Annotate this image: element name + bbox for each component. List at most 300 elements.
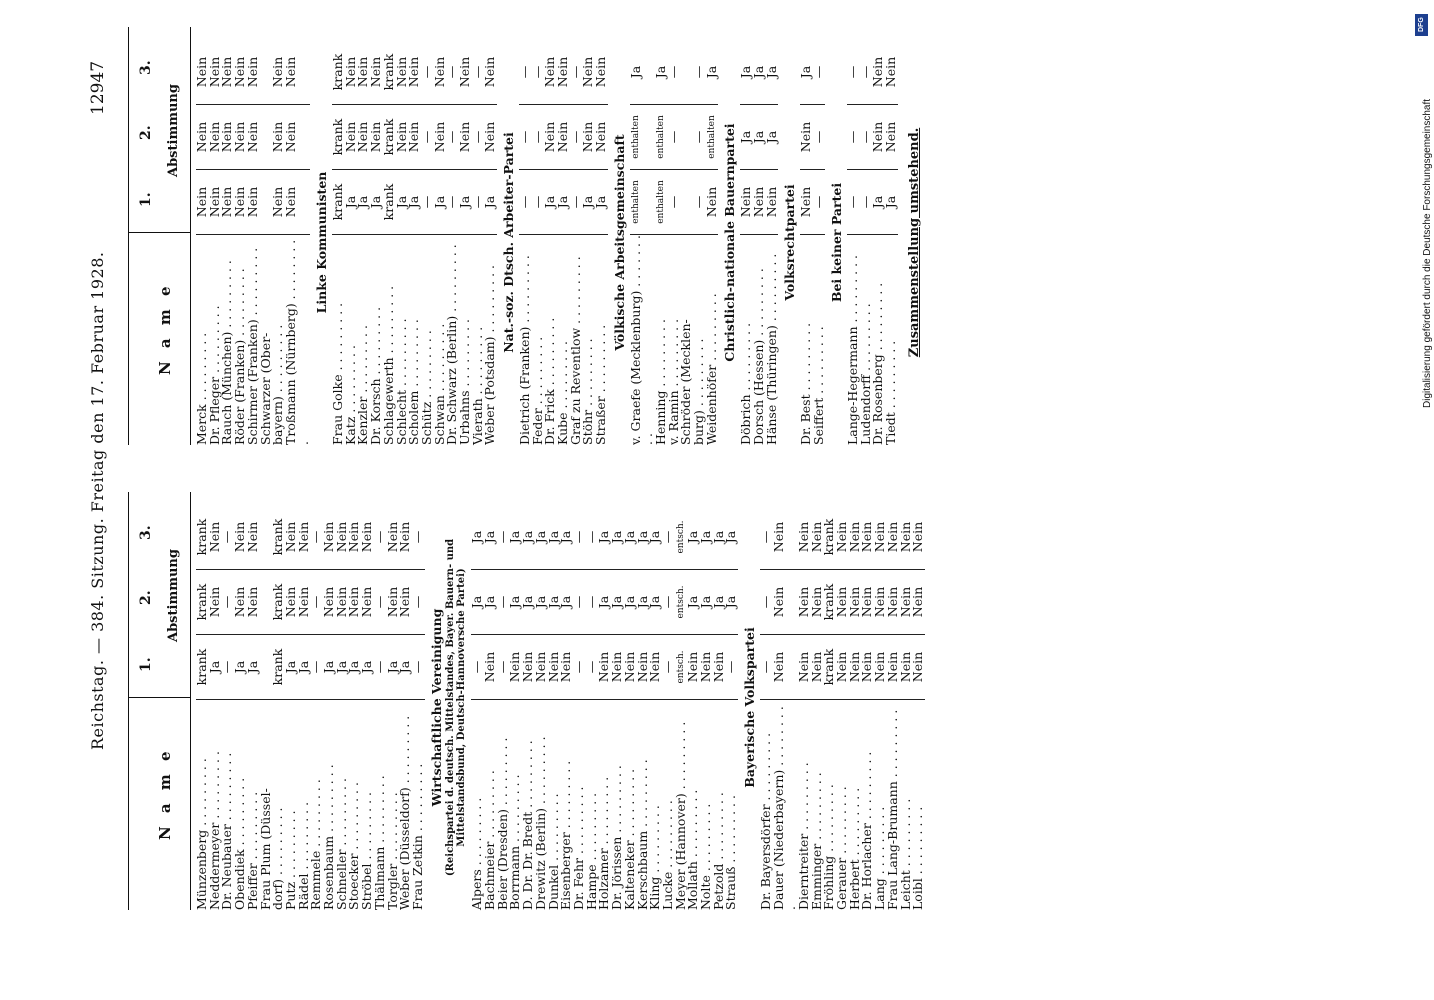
member-name: Dunkel . . . . . . . . . <box>545 793 561 910</box>
vote-2-cell: Nein <box>247 105 260 170</box>
vote-3-cell: — <box>570 40 583 105</box>
member-name: Hampe . . . . . . . . . <box>583 792 599 910</box>
member-name: Schütz . . . . . . . . . <box>418 330 434 445</box>
vote1-header: 1. <box>138 657 154 672</box>
vote-2-cell: Nein <box>345 105 358 170</box>
table-row <box>285 40 310 445</box>
vote-1-cell: Ja <box>209 635 222 700</box>
vote-2-cell: Nein <box>370 105 383 170</box>
vote-1-cell: Ja <box>387 635 400 700</box>
vote-3-cell: Nein <box>900 505 913 570</box>
vote-1-cell: Ja <box>434 170 447 235</box>
member-name: Henning . . . . . . . . . <box>652 319 668 445</box>
vote-2-cell: — <box>532 105 545 170</box>
vote-2-cell: Ja <box>740 105 753 170</box>
vote-1-cell: — <box>497 635 510 700</box>
vote-3-cell: Nein <box>348 505 361 570</box>
table-row <box>813 40 826 445</box>
vote-3-cell: Nein <box>221 40 234 105</box>
member-name: Kalteneker . . . . . . . . . <box>621 768 637 910</box>
vote-1-cell: Ja <box>408 170 421 235</box>
vote-2-cell: Nein <box>408 105 421 170</box>
vote-2-cell: Nein <box>484 105 497 170</box>
vote-1-cell: Ja <box>544 170 557 235</box>
digitization-note: Digitalisierung gefördert durch die Deutsche Forschungsgemeinschaft <box>1422 98 1433 408</box>
member-name: Ströbel . . . . . . . . . <box>359 791 375 910</box>
vote-1-cell: Nein <box>535 635 548 700</box>
member-name: Lange-Hegermann . . . . . . . . . <box>845 254 861 445</box>
member-name: Herbert . . . . . . . . . <box>846 787 862 910</box>
vote-3-cell: — <box>446 40 459 105</box>
vote-1-cell: — <box>310 635 323 700</box>
vote-2-cell: — <box>497 570 510 635</box>
vote-2-cell: Nein <box>434 105 447 170</box>
member-name: Röder (Franken) . . . . . . . . . <box>232 268 248 445</box>
vote-3-cell: Ja <box>535 505 548 570</box>
vote-3-cell: Nein <box>345 40 358 105</box>
vote-3-cell: Nein <box>399 505 412 570</box>
vote-2-cell: Nein <box>544 105 557 170</box>
member-name: Mollath . . . . . . . . . <box>685 789 701 910</box>
vote-2-cell: Nein <box>887 570 900 635</box>
member-name: Lang . . . . . . . . . <box>872 806 888 910</box>
vote-2-cell: — <box>472 105 485 170</box>
table-row <box>725 505 738 910</box>
member-name: Kerschbaum . . . . . . . . . <box>634 759 650 910</box>
member-name: Schlagewerth . . . . . . . . . <box>380 285 396 445</box>
right-vote-table <box>196 40 922 445</box>
vote-1-cell: Ja <box>345 170 358 235</box>
vote-3-cell: Ja <box>611 505 624 570</box>
table-row <box>484 40 497 445</box>
vote-2-cell: enthalten <box>655 105 668 170</box>
vote-2-cell: Nein <box>361 570 374 635</box>
vote-2-cell: Nein <box>836 570 849 635</box>
vote-1-cell: Nein <box>798 635 811 700</box>
vote-3-cell: Ja <box>630 40 655 105</box>
vote-1-cell: Nein <box>509 635 522 700</box>
vote-1-cell: — <box>813 170 826 235</box>
vote-1-cell: Ja <box>582 170 595 235</box>
vote-1-cell: Nein <box>713 635 726 700</box>
vote-1-cell: — <box>446 170 459 235</box>
member-name: Bachmeier . . . . . . . . . <box>482 770 498 910</box>
member-name: Strauß . . . . . . . . . <box>723 795 739 910</box>
vote2-header: 2. <box>138 590 154 605</box>
vote-2-cell: — <box>668 105 681 170</box>
member-name: Dierntreiter . . . . . . . . . <box>795 762 811 910</box>
vote-3-cell: Nein <box>773 505 798 570</box>
vote-1-cell: Ja <box>484 170 497 235</box>
vote-1-cell: Nein <box>753 170 766 235</box>
vote-3-cell: Ja <box>753 40 766 105</box>
vote-3-cell: Nein <box>872 40 885 105</box>
member-name: Nolte . . . . . . . . . <box>698 803 714 910</box>
party-subtitle-row <box>446 505 471 910</box>
vote-2-cell: Nein <box>874 570 887 635</box>
member-name: Kling . . . . . . . . . <box>647 805 663 910</box>
vote-3-cell: — <box>760 505 773 570</box>
vote-1-cell: — <box>668 170 681 235</box>
member-name: Frau Golke . . . . . . . . . <box>330 302 346 445</box>
vote-3-cell: Nein <box>912 505 925 570</box>
vote-2-cell: — <box>760 570 773 635</box>
vote-2-cell: Nein <box>459 105 472 170</box>
vote-1-cell: enthalten <box>655 170 668 235</box>
member-name: Dr. Fehr . . . . . . . . . <box>570 786 586 910</box>
vote-3-cell: Nein <box>595 40 608 105</box>
vote-2-cell: Ja <box>560 570 573 635</box>
vote-1-cell: Ja <box>298 635 311 700</box>
vote-2-cell: Nein <box>399 570 412 635</box>
party-heading-row <box>310 40 332 445</box>
member-name: Frau Lang-Brumann . . . . . . . . . <box>884 709 900 910</box>
vote-2-cell: Nein <box>912 570 925 635</box>
member-name: Rädel . . . . . . . . . <box>295 801 311 910</box>
vote-3-cell: — <box>860 40 873 105</box>
vote-2-cell: — <box>860 105 873 170</box>
vote-1-cell: — <box>760 635 773 700</box>
vote-2-cell: Nein <box>872 105 885 170</box>
vote-2-cell: krank <box>823 570 836 635</box>
vote-3-cell: — <box>519 40 532 105</box>
vote-2-cell: Ja <box>700 570 713 635</box>
vote-3-cell: Nein <box>811 505 824 570</box>
vote-1-cell: Nein <box>484 635 497 700</box>
member-name: Vierath . . . . . . . . . <box>469 326 485 445</box>
member-name: Emminger . . . . . . . . . <box>808 772 824 910</box>
member-name: Frau Zetkin . . . . . . . . . <box>409 763 425 910</box>
vote-1-cell: Nein <box>234 170 247 235</box>
party-heading: Nat.-soz. Dtsch. Arbeiter-Partei <box>501 132 517 353</box>
vote-2-cell: Ja <box>611 570 624 635</box>
vote-1-cell: Nein <box>861 635 874 700</box>
vote-3-cell: Nein <box>484 40 497 105</box>
vote-3-cell: Ja <box>725 505 738 570</box>
member-name: Rauch (München) . . . . . . . . . <box>219 260 235 445</box>
vote-3-cell: Nein <box>234 40 247 105</box>
vote-3-cell: Ja <box>548 505 561 570</box>
vote-2-cell: Nein <box>849 570 862 635</box>
running-title: Reichstag. — 384. Sitzung. Freitag den 17. Februar 1928. <box>88 251 107 750</box>
vote-3-cell: — <box>532 40 545 105</box>
member-name: Schirmer (Franken) . . . . . . . . . <box>244 247 260 445</box>
vote-1-cell: — <box>532 170 545 235</box>
vote-1-cell: krank <box>196 635 209 700</box>
vote-2-cell: Nein <box>285 570 298 635</box>
vote-3-cell: Nein <box>396 40 409 105</box>
vote-2-cell: Ja <box>624 570 637 635</box>
party-subtitle: (Reichspartei d. deutsch. Mittelstandes, Bayer. Bauern- und Mittelstandsbund, Deutsch-Hannoversche Partei) <box>445 538 467 877</box>
member-name: Troßmann (Nürnberg) . . . . . . . . . <box>282 239 311 445</box>
vote-3-cell: Nein <box>408 40 421 105</box>
vote-1-cell: Ja <box>357 170 370 235</box>
vote-2-cell: — <box>421 105 434 170</box>
vote-1-cell: Nein <box>247 170 260 235</box>
vote-1-cell: Ja <box>459 170 472 235</box>
member-name: Leicht . . . . . . . . . <box>897 798 913 910</box>
vote-3-cell: Ja <box>471 505 484 570</box>
vote-2-cell: Nein <box>209 570 222 635</box>
dfg-logo: DFG <box>1415 14 1428 36</box>
vote-3-cell: Nein <box>323 505 336 570</box>
vote-3-cell: Ja <box>655 40 668 105</box>
vote-2-cell: krank <box>332 105 345 170</box>
vote-3-cell: — <box>573 505 586 570</box>
vote-1-cell: Nein <box>836 635 849 700</box>
vote-3-cell: Nein <box>298 505 311 570</box>
abstimmung-header: Abstimmung <box>166 549 181 642</box>
header-top-rule-right <box>128 27 129 445</box>
member-name: Münzenberg . . . . . . . . . <box>194 758 209 910</box>
vote-3-cell: Nein <box>887 505 900 570</box>
vote-3-cell: Nein <box>849 505 862 570</box>
vote-1-cell: Ja <box>336 635 349 700</box>
vote-2-cell: — <box>412 570 425 635</box>
vote-2-cell: Ja <box>637 570 650 635</box>
vote-1-cell: Nein <box>900 635 913 700</box>
vote-3-cell: Nein <box>272 40 285 105</box>
vote-2-cell: Nein <box>336 570 349 635</box>
vote-3-cell: Ja <box>713 505 726 570</box>
vote-2-cell: Ja <box>509 570 522 635</box>
member-name: Merck . . . . . . . . . <box>194 332 209 445</box>
vote-2-cell: Ja <box>548 570 561 635</box>
member-name: Ludendorff . . . . . . . . . <box>857 303 873 445</box>
vote-2-cell: Nein <box>285 105 310 170</box>
vote-3-cell: Ja <box>624 505 637 570</box>
member-name: Dr. Korsch . . . . . . . . . <box>368 306 384 445</box>
vote-1-cell: Ja <box>399 635 412 700</box>
vote-2-cell: entsch. <box>675 570 688 635</box>
vote-1-cell: Nein <box>598 635 611 700</box>
vote-2-cell: Nein <box>557 105 570 170</box>
party-heading: Wirtschaftliche Vereinigung <box>428 608 444 807</box>
vote-2-cell: Nein <box>387 570 400 635</box>
abstimmung-header-right: Abstimmung <box>166 84 181 177</box>
member-name: Katz . . . . . . . . . <box>342 345 358 445</box>
vote-1-cell: Nein <box>687 635 700 700</box>
vote-1-cell: — <box>412 635 425 700</box>
vote-1-cell: Ja <box>247 635 260 700</box>
member-name: Dietrich (Franken) . . . . . . . . . <box>516 255 532 445</box>
member-name: Dr. Schwarz (Berlin) . . . . . . . . . <box>444 244 460 445</box>
member-name: Dr. Frick . . . . . . . . . <box>542 317 558 445</box>
vote-1-cell: krank <box>332 170 345 235</box>
party-heading-row <box>825 40 847 445</box>
member-name: bayern) . . . . . . . . . <box>270 324 286 445</box>
vote-3-cell: Nein <box>336 505 349 570</box>
table-row <box>885 40 898 445</box>
vote-3-cell: entsch. <box>675 505 688 570</box>
vote-1-cell: — <box>519 170 532 235</box>
member-name: Dauer (Niederbayern) . . . . . . . . . <box>770 706 799 910</box>
member-name: Drewitz (Berlin) . . . . . . . . . <box>532 736 548 910</box>
vote-1-cell: Nein <box>849 635 862 700</box>
vote-2-cell: — <box>813 105 826 170</box>
member-name: Thälmann . . . . . . . . . <box>371 775 387 910</box>
vote-1-cell: Nein <box>800 170 813 235</box>
vote-3-cell: Nein <box>387 505 400 570</box>
vote-3-cell: Nein <box>196 40 209 105</box>
party-heading: Christlich-nationale Bauernpartei <box>722 123 738 362</box>
vote-2-cell: Nein <box>900 570 913 635</box>
vote-2-cell: — <box>519 105 532 170</box>
vote-2-cell: Ja <box>484 570 497 635</box>
table-row <box>766 40 779 445</box>
vote-3-cell: Nein <box>582 40 595 105</box>
member-name: Kenzler . . . . . . . . . <box>355 325 371 445</box>
vote3-header-right: 3. <box>138 60 154 75</box>
vote-2-cell: Nein <box>773 570 798 635</box>
table-row <box>706 40 719 445</box>
vote-3-cell: Ja <box>687 505 700 570</box>
member-name: Stöhr . . . . . . . . . <box>580 338 596 445</box>
party-heading: Bei keiner Partei <box>829 182 845 303</box>
vote-3-cell: — <box>374 505 387 570</box>
vote-3-cell: Nein <box>357 40 370 105</box>
vote-3-cell: krank <box>272 505 285 570</box>
vote-3-cell: Ja <box>484 505 497 570</box>
vote-2-cell: Nein <box>885 105 898 170</box>
vote-2-cell: — <box>374 570 387 635</box>
table-row <box>630 40 655 445</box>
vote-3-cell: krank <box>332 40 345 105</box>
vote-1-cell: Nein <box>811 635 824 700</box>
member-name: Seiffert . . . . . . . . . <box>810 326 826 445</box>
vote-2-cell: — <box>573 570 586 635</box>
vote-3-cell: Ja <box>509 505 522 570</box>
member-name: Frau Plum (Düssel- <box>257 788 273 910</box>
vote-1-cell: — <box>573 635 586 700</box>
member-name: Tiedt . . . . . . . . . <box>883 340 899 445</box>
vote-1-cell: entsch. <box>675 635 688 700</box>
vote-1-cell: Ja <box>557 170 570 235</box>
member-name: dorf) . . . . . . . . . <box>270 807 286 910</box>
vote3-header: 3. <box>138 525 154 540</box>
vote-3-cell: Ja <box>598 505 611 570</box>
party-heading-row <box>608 40 630 445</box>
vote-1-cell: — <box>725 635 738 700</box>
vote-3-cell: — <box>412 505 425 570</box>
member-name: Remmele . . . . . . . . . <box>308 779 324 910</box>
party-heading: Volksrechtpartei <box>782 184 798 301</box>
vote-2-cell: Nein <box>357 105 370 170</box>
vote-3-cell: — <box>497 505 510 570</box>
vote-3-cell: Nein <box>234 505 247 570</box>
member-name: Graf zu Reventlow . . . . . . . . . <box>567 256 583 445</box>
vote-2-cell: Nein <box>298 570 311 635</box>
member-name: Dr. Bayersdörfer . . . . . . . . . <box>757 732 773 910</box>
vote-3-cell: Ja <box>522 505 535 570</box>
table-row <box>773 505 798 910</box>
member-name: Neddermeyer . . . . . . . . . <box>206 751 222 910</box>
party-heading-row <box>718 40 740 445</box>
vote-1-cell: Nein <box>209 170 222 235</box>
vote-2-cell: — <box>586 570 599 635</box>
vote-2-cell: Nein <box>247 570 260 635</box>
member-name: Dr. Horlacher . . . . . . . . . <box>859 751 875 910</box>
member-name: burg) . . . . . . . . . <box>691 338 707 445</box>
vote-3-cell: — <box>421 40 434 105</box>
vote-1-cell: Nein <box>611 635 624 700</box>
vote-3-cell: Nein <box>798 505 811 570</box>
vote-1-cell: krank <box>272 635 285 700</box>
member-name: Döbrich . . . . . . . . . <box>738 322 754 445</box>
member-name: Alpers . . . . . . . . . <box>469 797 485 910</box>
member-name: Dr. Best . . . . . . . . . <box>797 322 813 445</box>
member-name: Dorsch (Hessen) . . . . . . . . . <box>750 268 766 445</box>
vote-1-cell: Ja <box>872 170 885 235</box>
vote-1-cell: Nein <box>560 635 573 700</box>
member-name: Lucke . . . . . . . . . <box>659 800 675 910</box>
vote-2-cell: — <box>847 105 860 170</box>
member-name: Petzold . . . . . . . . . <box>710 792 726 910</box>
vote-2-cell: Nein <box>582 105 595 170</box>
vote-3-cell: Nein <box>209 505 222 570</box>
vote-3-cell: krank <box>823 505 836 570</box>
vote-1-cell: Ja <box>348 635 361 700</box>
vote-1-cell: Nein <box>874 635 887 700</box>
vote-3-cell: — <box>310 505 323 570</box>
member-name: v. Ramin . . . . . . . . . <box>665 318 681 445</box>
page-number: 12947 <box>88 60 108 115</box>
vote-1-cell: — <box>860 170 873 235</box>
party-heading-row <box>425 505 447 910</box>
vote-3-cell: Nein <box>544 40 557 105</box>
vote-3-cell: Nein <box>285 40 310 105</box>
party-heading-row <box>738 505 760 910</box>
continuation-note: Zusammenstellung umstehend. <box>906 127 922 358</box>
vote-2-cell: krank <box>272 570 285 635</box>
member-name: Dr. Neubauer . . . . . . . . . <box>219 752 235 910</box>
sidebar-credit <box>1412 8 1432 992</box>
vote-1-cell: — <box>472 170 485 235</box>
vote-3-cell: Nein <box>434 40 447 105</box>
table-row <box>595 40 608 445</box>
vote-2-cell: — <box>662 570 675 635</box>
member-name: v. Graefe (Mecklenburg) . . . . . . . . . <box>627 235 656 445</box>
vote-3-cell: Ja <box>740 40 753 105</box>
member-name: Borrmann . . . . . . . . . <box>507 774 523 910</box>
vote-3-cell: krank <box>383 40 396 105</box>
member-name: Weidenhöfer . . . . . . . . . <box>703 293 719 445</box>
vote-1-cell: Ja <box>885 170 898 235</box>
member-name: Straßer . . . . . . . . . <box>593 324 609 445</box>
vote-1-cell: Nein <box>649 635 662 700</box>
member-name: Weber (Düsseldorf) . . . . . . . . . <box>397 715 413 910</box>
vote-3-cell: — <box>221 505 234 570</box>
vote-1-cell: Nein <box>740 170 753 235</box>
vote-1-cell: Ja <box>323 635 336 700</box>
member-name: Loibl . . . . . . . . . <box>910 806 926 910</box>
vote-3-cell: Nein <box>370 40 383 105</box>
party-heading: Linke Kommunisten <box>314 171 330 314</box>
vote1-header-right: 1. <box>138 192 154 207</box>
header-bottom-rule-right <box>190 27 191 445</box>
member-name: Beier (Dresden) . . . . . . . . . <box>494 737 510 910</box>
vote-1-cell: Nein <box>912 635 925 700</box>
member-name: Urbahns . . . . . . . . . <box>457 318 473 445</box>
vote-1-cell: — <box>847 170 860 235</box>
vote-2-cell: Nein <box>348 570 361 635</box>
member-name: Scholem . . . . . . . . . <box>406 319 422 445</box>
vote-1-cell: — <box>421 170 434 235</box>
vote-2-cell: Ja <box>753 105 766 170</box>
vote-1-cell: — <box>693 170 706 235</box>
vote-2-cell: Ja <box>713 570 726 635</box>
vote-1-cell: — <box>471 635 484 700</box>
